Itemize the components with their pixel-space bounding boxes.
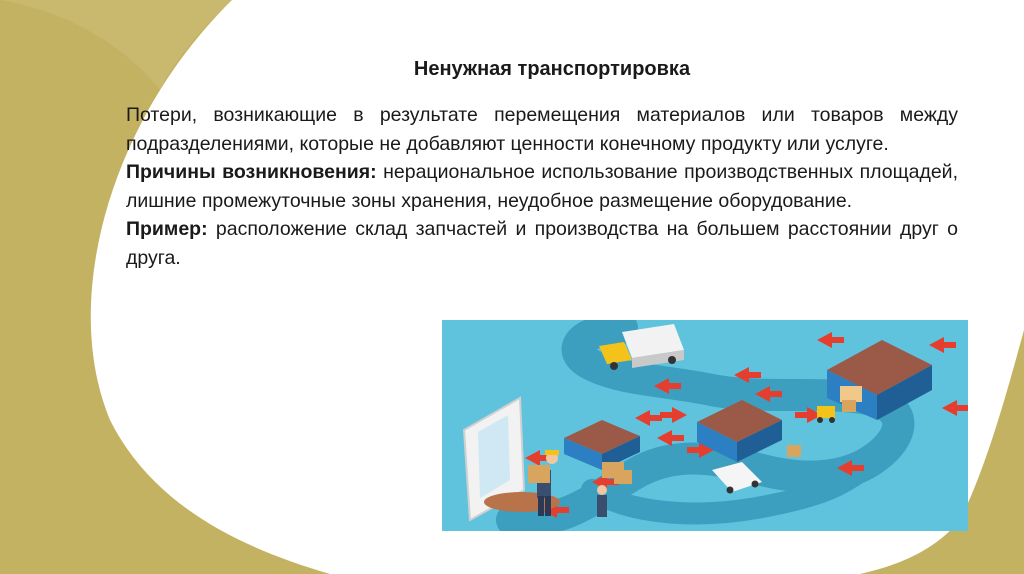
example-label: Пример:: [126, 218, 208, 240]
slide-body: [126, 101, 958, 272]
causes-text: нерациональное использование производственных площадей, лишние промежуточные зоны хранения, неудобное размещение оборудование.: [126, 161, 958, 212]
causes-paragraph: [126, 158, 958, 215]
logistics-illustration: [442, 320, 968, 531]
example-text: расположение склад запчастей и производства на большем расстоянии друг о друга.: [126, 218, 958, 269]
example-paragraph: [126, 215, 958, 272]
slide-title: Ненужная транспортировка: [413, 58, 691, 80]
dolly-worker-icon: [597, 485, 607, 517]
definition-paragraph: Потери, возникающие в результате перемещения материалов или товаров между подразделениями, которые не добавляют ценности конечному продукту или услуге.: [126, 104, 958, 155]
causes-label: Причины возникновения:: [126, 161, 377, 183]
